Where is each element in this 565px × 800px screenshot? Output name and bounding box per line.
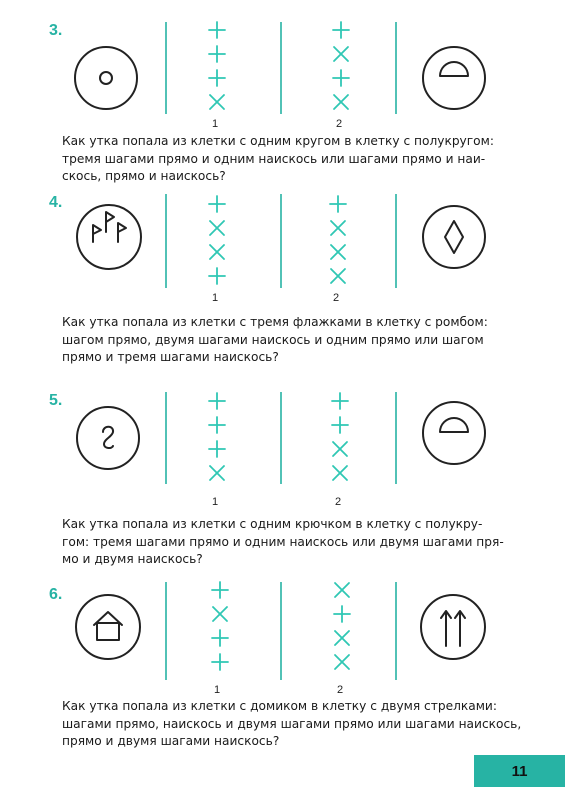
column-label-1: 1 — [214, 684, 221, 696]
col1-marks — [209, 196, 225, 284]
question-text: Как утка попала из клетки с одним крючком в клетку с полукру- гом: тремя шагами прямо и одним наискось или двумя шагами пря- мо и двумя наискось? — [62, 517, 504, 566]
column-label-2: 2 — [335, 496, 342, 508]
task-4 — [0, 190, 565, 380]
task-number: 4. — [49, 194, 63, 211]
semicircle-icon — [440, 62, 468, 76]
task-6-diagram — [0, 578, 565, 698]
plus-mark — [332, 417, 348, 433]
col1-marks — [212, 582, 228, 670]
plus-mark — [209, 22, 225, 38]
plus-mark — [209, 196, 225, 212]
cross-mark — [333, 466, 347, 480]
cross-mark — [335, 655, 349, 669]
small-circle-icon — [100, 72, 112, 84]
plus-mark — [334, 606, 350, 622]
cross-mark — [210, 466, 224, 480]
plus-mark — [212, 582, 228, 598]
column-label-1: 1 — [212, 118, 219, 130]
hook-icon — [103, 427, 113, 448]
task-3-diagram — [0, 18, 565, 128]
task-6 — [0, 578, 565, 758]
cross-mark — [210, 95, 224, 109]
plus-mark — [330, 196, 346, 212]
cell-circle-right — [421, 595, 485, 659]
cross-mark — [331, 245, 345, 259]
cross-mark — [210, 221, 224, 235]
col2-marks — [333, 22, 349, 109]
col1-marks — [209, 393, 225, 480]
plus-mark — [333, 22, 349, 38]
cell-circle-right — [423, 206, 485, 268]
plus-mark — [209, 393, 225, 409]
task-number: 3. — [49, 22, 63, 39]
plus-mark — [209, 46, 225, 62]
column-label-1: 1 — [212, 292, 219, 304]
question-text: Как утка попала из клетки с домиком в клетку с двумя стрелками: шагами прямо, наискось и двумя шагами прямо или шагами наискось, прямо и двумя шагами наискось? — [62, 699, 522, 748]
two-arrows-icon — [441, 611, 465, 646]
cross-mark — [331, 221, 345, 235]
cross-mark — [333, 442, 347, 456]
plus-mark — [209, 417, 225, 433]
task-5 — [0, 388, 565, 578]
cross-mark — [334, 95, 348, 109]
rhombus-icon — [445, 221, 463, 253]
page-number-badge: 11 — [474, 755, 565, 787]
col2-marks — [330, 196, 346, 283]
plus-mark — [212, 630, 228, 646]
task-number: 6. — [49, 586, 63, 603]
column-label-1: 1 — [212, 496, 219, 508]
column-label-2: 2 — [337, 684, 344, 696]
plus-mark — [332, 393, 348, 409]
column-label-2: 2 — [336, 118, 343, 130]
plus-mark — [209, 70, 225, 86]
plus-mark — [209, 441, 225, 457]
cross-mark — [210, 245, 224, 259]
cross-mark — [331, 269, 345, 283]
question-text: Как утка попала из клетки с одним кругом в клетку с полукругом: тремя шагами прямо и одним наискось или шагами прямо и наи- скось, прямо и наискось? — [62, 134, 494, 183]
cell-circle-left — [75, 47, 137, 109]
col1-marks — [209, 22, 225, 109]
cross-mark — [213, 607, 227, 621]
question-text: Как утка попала из клетки с тремя флажками в клетку с ромбом: шагом прямо, двумя шагами наискось и одним прямо или шагом прямо и тремя шагами наискось? — [62, 315, 488, 364]
column-label-2: 2 — [333, 292, 340, 304]
plus-mark — [209, 268, 225, 284]
task-3 — [0, 18, 565, 198]
cross-mark — [335, 631, 349, 645]
plus-mark — [333, 70, 349, 86]
cell-circle-right — [423, 47, 485, 109]
col2-marks — [332, 393, 348, 480]
col2-marks — [334, 583, 350, 669]
cross-mark — [335, 583, 349, 597]
house-icon — [94, 612, 122, 640]
plus-mark — [212, 654, 228, 670]
task-4-diagram — [0, 190, 565, 310]
semicircle-icon — [440, 418, 468, 432]
task-5-diagram — [0, 388, 565, 508]
cross-mark — [334, 47, 348, 61]
task-number: 5. — [49, 392, 63, 409]
three-flags-icon — [93, 212, 126, 242]
cell-circle-left — [76, 595, 140, 659]
